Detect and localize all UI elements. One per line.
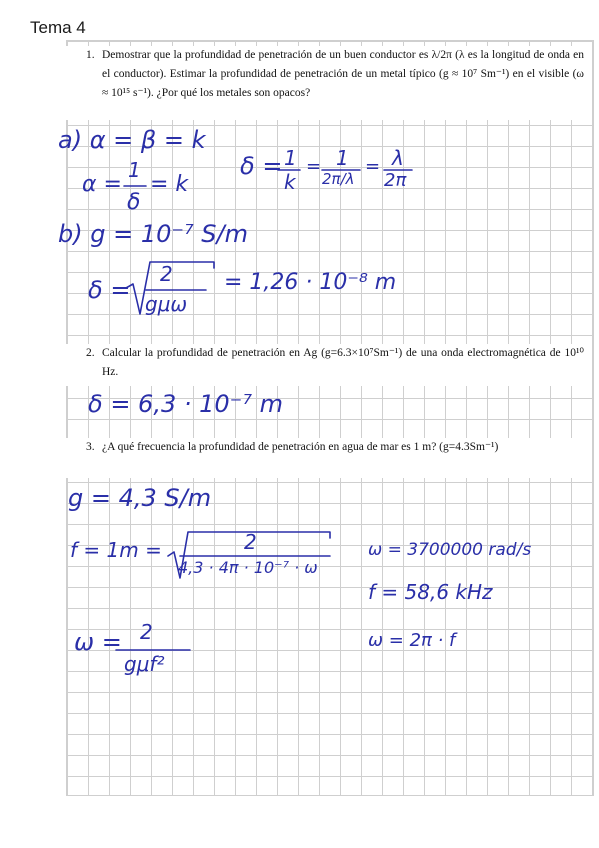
handwritten-fraction-numerator: λ	[392, 146, 404, 170]
handwritten-conductivity: g = 4,3 S/m	[68, 484, 212, 512]
handwritten-frequency-result: f = 58,6 kHz	[368, 580, 493, 604]
handwritten-skin-result: = 1,26 · 10⁻⁸ m	[224, 270, 397, 295]
handwritten-equals: =	[365, 156, 381, 177]
handwritten-alpha-lhs: α =	[82, 172, 122, 197]
problem-2	[66, 344, 592, 386]
page-title: Tema 4	[30, 18, 86, 37]
handwritten-alpha-numerator: 1	[128, 158, 141, 182]
handwritten-skin-lhs: δ =	[88, 276, 131, 304]
problem-1	[66, 46, 592, 120]
handwritten-fraction-denominator: k	[284, 170, 296, 194]
problem-number: 1.	[86, 49, 95, 61]
handwritten-part-a: a) α = β = k	[58, 126, 206, 154]
handwritten-fraction-numerator: 1	[336, 146, 349, 170]
problem-3	[66, 438, 592, 478]
handwritten-omega-relation: ω = 2π · f	[368, 630, 456, 651]
handwritten-omega-lhs: ω =	[74, 628, 122, 656]
problem-text: ¿A qué frecuencia la profundidad de penetración en agua de mar es 1 m? (g=4.3Sm⁻¹)	[102, 441, 499, 453]
handwritten-equals: =	[306, 156, 322, 177]
handwritten-fraction-denominator: 2π	[384, 170, 407, 191]
handwritten-delta-lhs: δ =	[240, 152, 283, 180]
handwritten-alpha-denominator: δ	[127, 190, 141, 215]
handwritten-omega-denominator: gμf²	[124, 652, 165, 676]
problem-number: 2.	[86, 347, 95, 359]
handwritten-sqrt-denominator: gμω	[145, 292, 188, 316]
problem-text: Calcular la profundidad de penetración en Ag (g=6.3×10⁷Sm⁻¹) de una onda electromagnética de 10¹⁰ Hz.	[102, 347, 584, 378]
handwritten-fraction-denominator: 2π/λ	[322, 170, 355, 188]
handwritten-answer-2: δ = 6,3 · 10⁻⁷ m	[88, 390, 283, 418]
handwritten-sqrt-numerator: 2	[244, 530, 257, 554]
handwritten-sqrt-denominator: 4,3 · 4π · 10⁻⁷ · ω	[178, 558, 318, 577]
problem-number: 3.	[86, 441, 95, 453]
handwritten-alpha-rhs: = k	[150, 172, 189, 197]
handwritten-f-lhs: f = 1m =	[70, 538, 162, 562]
handwritten-omega-result: ω = 3700000 rad/s	[368, 540, 532, 560]
handwritten-part-b: b) g = 10⁻⁷ S/m	[58, 220, 248, 248]
problem-text: Demostrar que la profundidad de penetración de un buen conductor es λ/2π (λ es la longitud de onda en el conductor). Estimar la profundidad de penetración de un metal típico (g ≈ 10⁷ Sm⁻¹) en el visible (ω ≈ 10¹⁵ s⁻¹). ¿Por qué los metales son opacos?	[102, 49, 584, 99]
handwritten-omega-numerator: 2	[140, 620, 153, 644]
handwritten-fraction-numerator: 1	[284, 146, 297, 170]
handwritten-sqrt-numerator: 2	[160, 262, 173, 286]
